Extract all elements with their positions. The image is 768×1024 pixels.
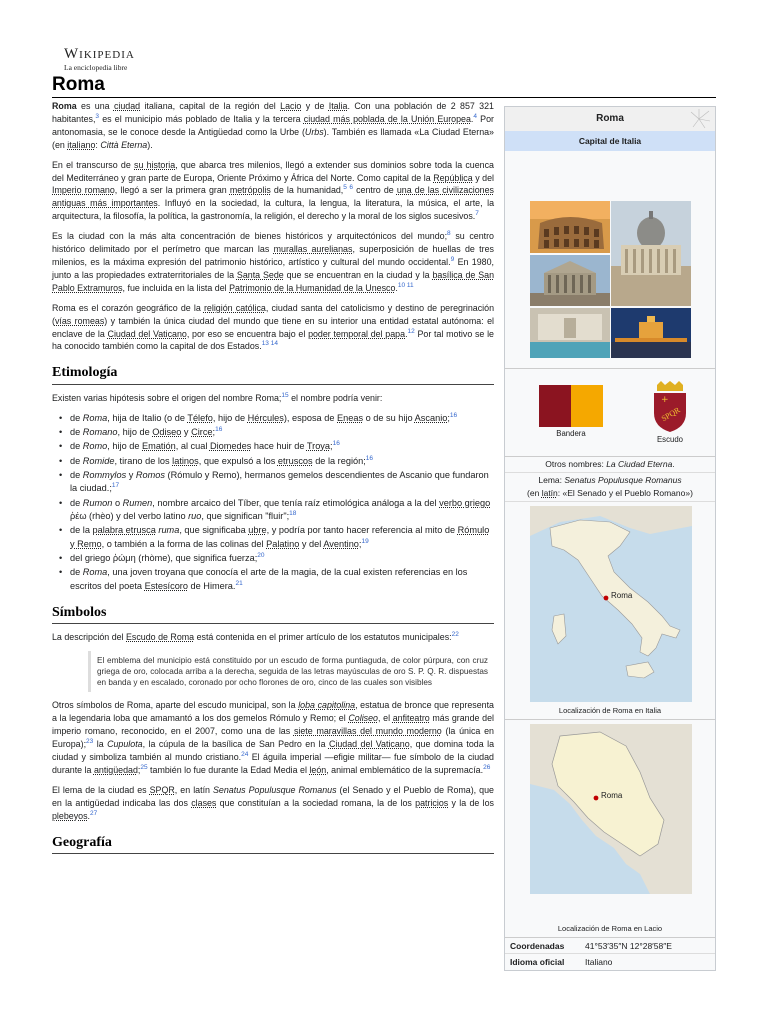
escudo-quote: El emblema del municipio está constituido por un escudo de forma puntiaguda, de color púrpura, con cruz griega de oro, colocada arriba a la derecha, seguida de las letras mayúsculas de oro S. P. Q. R. dispuestas en banda y en escalado, coronado por ocho florones de oro, cinco de las cuales son visibles xyxy=(88,651,494,692)
idioma-value: Italiano xyxy=(585,957,613,968)
italic-text: Roma xyxy=(82,412,108,423)
coordenadas-label: Coordenadas xyxy=(510,941,565,952)
wiki-link[interactable]: clases xyxy=(191,797,217,808)
article-body xyxy=(52,100,494,861)
reference-link[interactable]: 16 xyxy=(449,411,458,419)
italic-text: Cupulota xyxy=(107,739,143,750)
reference-link[interactable]: 3 xyxy=(95,112,100,120)
colosseum-photo[interactable] xyxy=(530,201,610,253)
wiki-link[interactable]: SPQR xyxy=(149,784,175,795)
italic-text: Rumen xyxy=(122,497,153,508)
italic-text: ruo xyxy=(188,510,202,521)
reference-link[interactable]: 13 14 xyxy=(261,340,278,348)
wikipedia-wordmark: Wikipedia xyxy=(64,46,135,62)
wikipedia-logo[interactable] xyxy=(64,47,154,73)
etimologia-item: • de la palabra etrusca ruma, que significaba ubre, y podría por tanto hacer referencia al mito de Rómulo y Remo, o también a la forma de las colinas del Palatino y del Aventino;$^{19}$ xyxy=(52,524,494,551)
infobox-subtitle: Capital de Italia xyxy=(505,131,715,151)
trevi-fountain-photo[interactable] xyxy=(530,308,610,358)
reference-link[interactable]: 16 xyxy=(365,454,373,462)
photo-montage[interactable] xyxy=(505,151,715,369)
reference-link[interactable]: 15 xyxy=(281,391,289,399)
infobox-title-bar xyxy=(505,107,715,131)
wiki-link[interactable]: antigüedad xyxy=(93,764,138,775)
lema-row: Lema: Senatus Populusque Romanus xyxy=(538,475,682,486)
map-italia-caption: Localización de Roma en Italia xyxy=(558,705,662,715)
lema-traduccion-row: (en latín: «El Senado y el Pueblo Romano») xyxy=(505,486,715,502)
reference-link[interactable]: 16 xyxy=(215,425,223,433)
italic-text: Rommylos xyxy=(82,469,127,480)
wiki-link[interactable]: Lacio xyxy=(280,101,302,111)
coordenadas-value[interactable]: 41°53′35″N 12°28′58″E xyxy=(585,941,672,952)
shield-caption: Escudo xyxy=(656,435,683,444)
etimologia-item: • de Romo, hijo de Ematión, al cual Diomedes hace huir de Troya;$^{16}$ xyxy=(52,440,494,453)
svg-text:+: + xyxy=(661,395,669,405)
wiki-link[interactable]: una de las civilizaciones antiguas más importantes xyxy=(52,185,494,209)
wiki-link[interactable]: Escudo de Roma xyxy=(126,632,195,643)
reference-link[interactable]: 27 xyxy=(90,809,98,817)
reference-link[interactable]: 10 11 xyxy=(397,281,414,289)
map-lacio-caption: Localización de Roma en Lacio xyxy=(557,923,663,933)
coordenadas-row xyxy=(505,938,715,954)
intro-paragraph-3: Es la ciudad con la más alta concentración de bienes históricos y arquitectónicos del mundo;$^8$ su centro histórico delimitado por el perímetro que marcan las murallas aurelianas, superposición de huellas de tres milenios, es la máxima expresión del patrimonio histórico, artístico y cultural del mundo occidental.$^9$ En 1980, junto a las propiedades extraterritoriales de la Santa Sede que se encuentran en la ciudad y la basílica de San Pablo Extramuros, fue incluida en la lista del Patrimonio de la Humanidad de la Unesco.$^{10 11}$ xyxy=(52,230,495,293)
wiki-link[interactable]: Palatino xyxy=(266,538,300,549)
wiki-link[interactable]: Circe xyxy=(191,426,213,437)
etimologia-item: • de Roma, una joven troyana que conocía el arte de la magia, de la cual existen referencias en los escritos del poeta Estesícoro de Himera.$^{21}$ xyxy=(52,566,494,593)
wiki-link[interactable]: poder temporal del papa xyxy=(308,328,406,339)
section-heading-simbolos: Símbolos xyxy=(52,603,494,624)
section-heading-etimologia: Etimología xyxy=(52,363,494,384)
infobox-title: Roma xyxy=(596,113,624,124)
reference-link[interactable]: 20 xyxy=(257,551,265,559)
wiki-link[interactable]: Rómulo y Remo xyxy=(70,525,490,549)
etimologia-item: • del griego ῥώμη (rhòme), que significa fuerza;$^{20}$ xyxy=(52,552,494,565)
wiki-link[interactable]: latinos xyxy=(172,455,199,466)
intro-paragraph-4: Roma es el corazón geográfico de la religión católica, ciudad santa del catolicismo y destino de peregrinación (vías romeas) y también la única ciudad del mundo que tiene en su interior una entidad estatal autónoma: el enclave de la Ciudad del Vaticano, por eso se encuentra bajo el poder temporal del papa.$^{12}$ Por tal motivo se le ha conocido también como la capital de dos Estados.$^{13 14}$ xyxy=(52,302,495,352)
reference-link[interactable]: 22 xyxy=(451,631,459,639)
wiki-link[interactable]: Troya xyxy=(306,441,331,452)
italic-text: Roma xyxy=(82,567,108,578)
wiki-link[interactable]: Aventino xyxy=(323,538,359,549)
section-heading-geografia: Geografía xyxy=(52,833,494,854)
reference-link[interactable]: 21 xyxy=(235,579,243,587)
otros-nombres-row: Otros nombres: La Ciudad Eterna. xyxy=(505,457,715,473)
wiki-link[interactable]: patricios xyxy=(415,797,449,808)
wikipedia-tagline: La enciclopedia libre xyxy=(64,63,128,72)
italy-map[interactable] xyxy=(530,506,692,702)
wiki-link[interactable]: león xyxy=(309,764,327,775)
italic-text: Romide xyxy=(82,455,115,466)
wiki-link[interactable]: latín xyxy=(541,488,558,499)
wiki-link[interactable]: vías romeas xyxy=(54,315,105,326)
roma-flag[interactable] xyxy=(539,385,603,427)
italic-text: Urbs xyxy=(304,126,324,137)
pantheon-photo[interactable] xyxy=(530,255,610,306)
italic-text: ruma xyxy=(158,525,180,536)
etimologia-lead: Existen varias hipótesis sobre el origen del nombre Roma;$^{15}$ el nombre podría venir: xyxy=(52,391,383,403)
wiki-link[interactable]: su historia xyxy=(134,159,176,170)
etimologia-item: • de Rumon o Rumen, nombre arcaico del Tíber, que tenía raíz etimológica análoga a la del verbo griego ῥέω (rhèo) y del verbo latino ruo, que significan "fluir";$^{18}$ xyxy=(52,497,494,524)
etimologia-list xyxy=(52,412,494,593)
bold-text: Roma xyxy=(52,101,77,111)
intro-paragraph-2: En el transcurso de su historia, que abarca tres milenios, llegó a extender sus dominios sobre toda la cuenca del Mediterráneo y gran parte de Europa, Oriente Próximo y África del Norte. Como capital de la República y del Imperio romano, llegó a ser la primera gran metrópolis de la humanidad,$^{5 6}$ centro de una de las civilizaciones antiguas más importantes. Influyó en la sociedad, la cultura, la lengua, la literatura, la música, el arte, la arquitectura, la filosofía, la política, la gastronomía, la religión, el derecho y la moral de los siglos sucesivos.$^7$ xyxy=(52,159,495,222)
lazio-map[interactable] xyxy=(530,724,692,894)
reference-link[interactable]: 25 xyxy=(140,763,148,771)
etimologia-item: • de Rommylos y Romos (Rómulo y Remo), hermanos gemelos descendientes de Ascanio que fundaron la ciudad.;$^{17}$ xyxy=(52,469,494,496)
wiki-link[interactable]: anfiteatro xyxy=(392,713,430,724)
wiki-link[interactable]: italiano xyxy=(67,139,96,150)
reference-link[interactable]: 16 xyxy=(332,440,340,448)
reference-link[interactable]: 12 xyxy=(407,327,415,335)
wiki-link[interactable]: Estesícoro xyxy=(144,580,188,591)
reference-link[interactable]: 23 xyxy=(86,738,94,746)
wiki-link[interactable]: Ciudad del Vaticano xyxy=(328,739,410,750)
simbolos-lead: La descripción del Escudo de Roma está contenida en el primer artículo de los estatutos municipales:$^{22}$ xyxy=(52,631,459,643)
reference-link[interactable]: 24 xyxy=(241,751,249,759)
wiki-link[interactable]: República xyxy=(433,172,473,183)
reference-link[interactable]: 18 xyxy=(289,509,297,517)
map-italia-marker-label: Roma xyxy=(611,591,633,601)
wiki-link[interactable]: ubre xyxy=(248,525,267,536)
wiki-link[interactable]: etruscos xyxy=(277,455,313,466)
title-divider xyxy=(52,97,716,98)
wiki-link[interactable]: metrópolis xyxy=(229,185,271,196)
svg-text:SPQR: SPQR xyxy=(659,405,682,424)
wiki-link[interactable]: ciudad xyxy=(113,101,141,111)
flag-caption: Bandera xyxy=(556,429,586,438)
wiki-link[interactable]: Italia xyxy=(328,101,348,111)
simbolos-paragraph-2: El lema de la ciudad es SPQR, en latín Senatus Populusque Romanus (el Senado y el Pueblo de Roma), que en la antigüedad indicaba las dos clases que constituían a la sociedad romana, la de los patricios y la de los plebeyos.$^{27}$ xyxy=(52,784,494,821)
map-lacio-marker-label: Roma xyxy=(601,791,623,801)
wiki-link[interactable]: verbo griego xyxy=(439,497,491,508)
reference-link[interactable]: 26 xyxy=(483,763,491,771)
roma-shield-icon[interactable] xyxy=(651,381,689,433)
wiki-link[interactable]: Ascanio xyxy=(414,412,448,423)
wiki-link[interactable]: religión católica xyxy=(203,302,266,313)
st-peters-photo[interactable] xyxy=(611,201,691,306)
wiki-link[interactable]: Diomedes xyxy=(209,441,252,452)
simbolos-paragraph-1: Otros símbolos de Roma, aparte del escudo municipal, son la loba capitolina, estatua de bronce que representa a la legendaria loba que amamantó a los dos gemelos Rómulo y Remo; el Coliseo, el anfiteatro más grande del imperio romano, reconocido, en el 2007, como una de las siete maravillas del mundo moderno (la única en Europa);$^{23}$ la Cupulota, la cúpula de la basílica de San Pedro en la Ciudad del Vaticano, que domina toda la ciudad y simboliza también al mundo cristiano.$^{24}$ El águila imperial —efigie militar— fue símbolo de la ciudad durante la antigüedad;$^{25}$ también lo fue durante la Edad Media el león, animal emblemático de la supremacía.$^{26}$ xyxy=(52,700,495,775)
italic-text: Senatus Populusque Romanus xyxy=(564,475,682,486)
italic-text: Città Eterna xyxy=(100,139,148,150)
italic-text: Rumon xyxy=(82,497,113,508)
reference-link[interactable]: 19 xyxy=(361,537,369,545)
wiki-link[interactable]: Coliseo xyxy=(348,713,378,724)
wiki-link[interactable]: Odiseo xyxy=(152,426,182,437)
flag-and-shield xyxy=(505,369,715,457)
wiki-link[interactable]: Télefo xyxy=(187,412,213,423)
map-italia[interactable] xyxy=(505,502,715,720)
infobox xyxy=(504,106,716,971)
reference-link[interactable]: 8 xyxy=(447,230,451,238)
wiki-link[interactable]: loba capitolina xyxy=(298,700,356,711)
castel-santangelo-photo[interactable] xyxy=(611,308,691,358)
italic-text: Senatus Populusque Romanus xyxy=(213,784,337,795)
italic-text: Romos xyxy=(135,469,165,480)
reference-link[interactable]: 5 6 xyxy=(343,184,353,192)
wiki-link[interactable]: basílica de San Pablo Extramuros xyxy=(52,269,495,293)
wiki-link[interactable]: Santa Sede xyxy=(236,269,284,280)
wiki-link[interactable]: ciudad más poblada de la Unión Europea xyxy=(303,113,471,124)
wiki-link[interactable]: Ematión xyxy=(142,441,176,452)
reference-link[interactable]: 4 xyxy=(473,112,477,120)
italic-text: La Ciudad Eterna xyxy=(606,459,673,469)
reference-link[interactable]: 7 xyxy=(475,210,479,218)
wiki-link[interactable]: Patrimonio de la Humanidad de la Unesco xyxy=(229,282,396,293)
reference-link[interactable]: 17 xyxy=(111,482,120,490)
wiki-link[interactable]: Ciudad del Vaticano xyxy=(107,328,187,339)
etimologia-item: • de Romide, tirano de los latinos, que expulsó a los etruscos de la región;$^{16}$ xyxy=(52,455,494,468)
idioma-row xyxy=(505,954,715,970)
wiki-link[interactable]: Eneas xyxy=(337,412,364,423)
wiki-link[interactable]: murallas aurelianas xyxy=(273,244,353,255)
wiki-link[interactable]: siete maravillas del mundo moderno xyxy=(293,726,442,737)
wiki-link[interactable]: Hércules xyxy=(247,412,284,423)
fireworks-icon xyxy=(671,109,711,129)
page-title: Roma xyxy=(52,74,105,95)
idioma-label: Idioma oficial xyxy=(510,957,565,968)
italic-text: Romano xyxy=(82,426,118,437)
italic-text: Romo xyxy=(82,441,108,452)
etimologia-item: • de Romano, hijo de Odiseo y Circe;$^{16}$ xyxy=(52,426,494,439)
reference-link[interactable]: 9 xyxy=(450,256,455,263)
etimologia-item: • de Roma, hija de Italio (o de Télefo, hijo de Hércules), esposa de Eneas o de su hijo Ascanio;$^{16}$ xyxy=(52,412,494,425)
intro-paragraph-1: Roma es una ciudad italiana, capital de la región del Lacio y de Italia. Con una población de 2 857 321 habitantes,$^3$ es el municipio más poblado de Italia y la tercera ciudad más poblada de la Unión Europea.$^4$ Por antonomasia, se le conoce desde la Antigüedad como la Urbe (Urbs). También es llamada «La Ciudad Eterna» (en italiano: Città Eterna). xyxy=(52,101,494,150)
wiki-link[interactable]: plebeyos xyxy=(52,810,88,821)
wiki-link[interactable]: Imperio romano xyxy=(52,185,115,196)
map-lacio[interactable] xyxy=(505,720,715,938)
wiki-link[interactable]: palabra etrusca xyxy=(92,525,156,536)
